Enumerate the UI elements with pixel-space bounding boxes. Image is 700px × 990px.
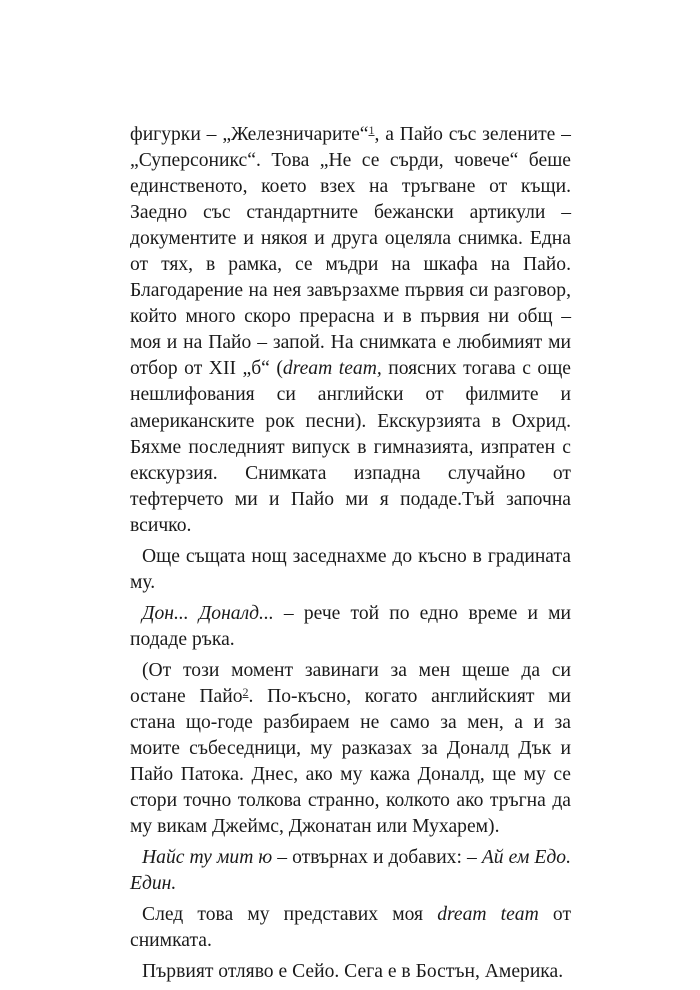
body-text (130, 122, 571, 986)
text-run: фигурки – „Железничарите“ (130, 124, 369, 145)
italic-text: Ай ем Едо. Един. (130, 847, 571, 895)
footnote-ref[interactable]: 1 (368, 123, 375, 137)
paragraph (130, 122, 571, 539)
paragraph (130, 845, 571, 897)
italic-text: dream team, (282, 358, 382, 380)
text-run: След това му представих моя (142, 904, 438, 926)
paragraph (130, 959, 571, 985)
text-run: – рече той по едно време и ми подаде ръка. (130, 602, 571, 650)
footnote-ref[interactable]: 2 (242, 684, 249, 699)
paragraph (130, 601, 571, 653)
text-run: , а Пайо със зелените – „Суперсоникс“. Това „Не се сърди, човече“ беше единственото, което взех на тръгване от къщи. Заедно със стандартните бежански артикули – документите и някоя и друга оцеляла снимка. Една от тях, в рамка, се мъдри на шкафа на Пайо. Благодарение на нея завързахме първия си разговор, който много скоро прерасна и в първия ни общ – моя и на Пайо – запой. На снимката е любимият ми отбор от XII „б“ ( (130, 124, 571, 380)
text-run: (От този момент завинаги за мен щеше да си остане Пайо (130, 659, 571, 707)
paragraph (130, 902, 571, 954)
text-run: поясних тогава с още нешлифования си английски от филмите и американските рок песни). Екскурзията в Охрид. Бяхме последният випуск в гимназията, изпратен с екскурзия. Снимката изпадна случайно от тефтерчето ми и Пайо ми я подаде.Тъй започна всичко. (130, 358, 571, 536)
italic-text: Дон... Доналд... (142, 602, 274, 624)
paragraph (130, 544, 571, 596)
text-run: – отвърнах и добавих: – (272, 847, 482, 869)
text-run: Първият отляво е Сейо. Сега е в Бостън, Америка. (142, 961, 564, 983)
text-run: от снимката. (130, 904, 572, 952)
text-run: . По-късно, когато английският ми стана що-годе разбираем не само за мен, а и за моите събеседници, му разказах за Доналд Дък и Пайо Патока. Днес, ако му кажа Доналд, ще му се стори точно толкова странно, колкото ако тръгна да му викам Джеймс, Джонатан или Мухарем). (130, 685, 571, 838)
italic-text: Найс ту мит ю (142, 847, 273, 869)
text-run: Още същата нощ заседнахме до късно в градината му. (130, 545, 571, 593)
paragraph (130, 658, 571, 840)
italic-text: dream team (437, 904, 539, 926)
